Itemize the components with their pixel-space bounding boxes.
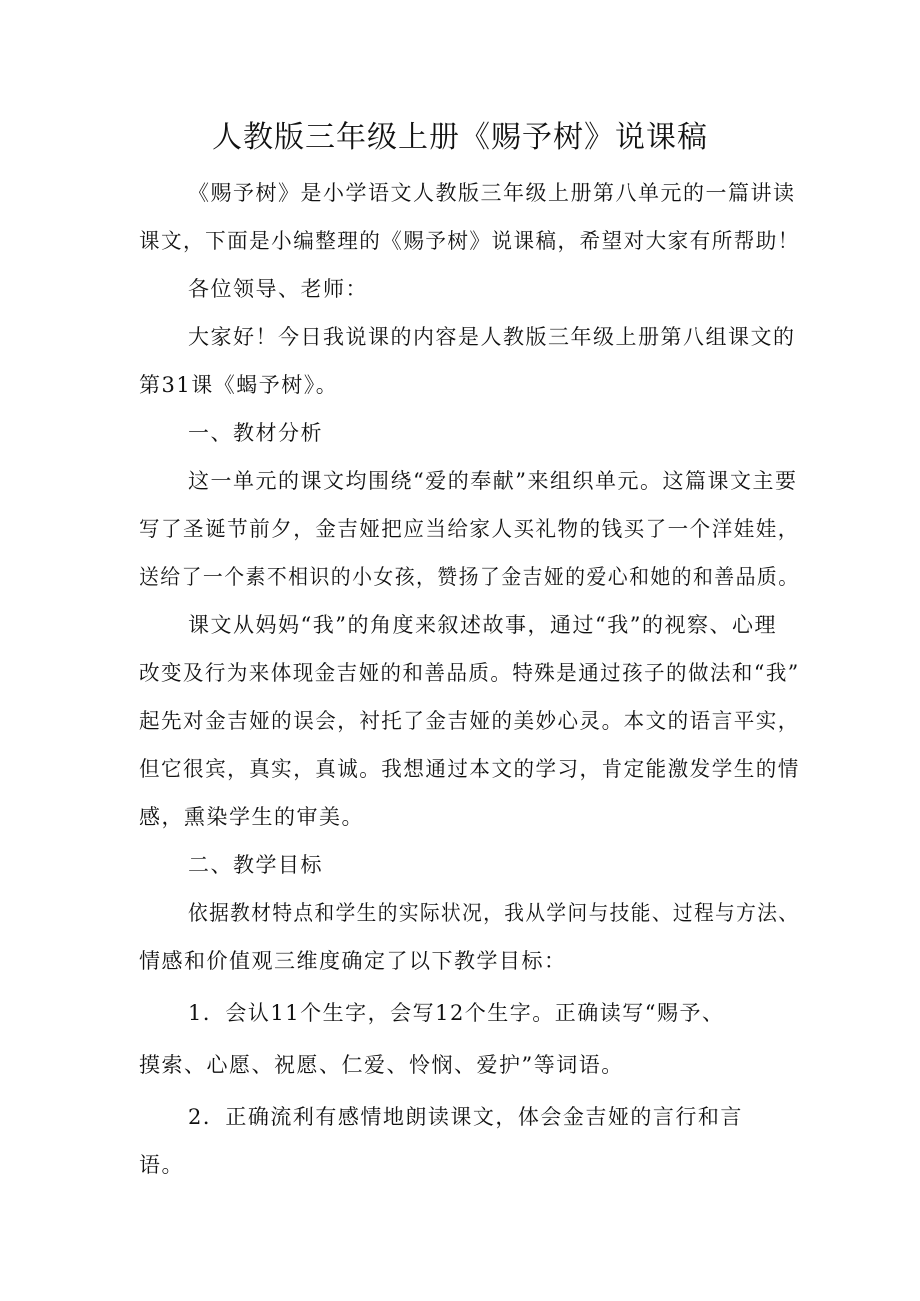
paragraph-line: 情感和价值观三维度确定了以下教学目标： bbox=[139, 949, 567, 973]
list-item-line: 2．正确流利有感情地朗读课文，体会金吉娅的言行和言 bbox=[188, 1105, 743, 1129]
paragraph-line: 但它很宾，真实，真诚。我想通过本文的学习，肯定能激发学生的情 bbox=[139, 757, 800, 781]
paragraph-line: 感，熏染学生的审美。 bbox=[139, 805, 364, 829]
paragraph-line: 各位领导、老师： bbox=[188, 277, 368, 301]
list-item-line: 语。 bbox=[139, 1153, 184, 1177]
list-item-line: 摸索、心愿、祝愿、仁爱、怜悯、爱护”等词语。 bbox=[139, 1053, 624, 1077]
paragraph-line: 依据教材特点和学生的实际状况，我从学问与技能、过程与方法、 bbox=[188, 901, 800, 925]
paragraph-line: 课文，下面是小编整理的《赐予树》说课稿，希望对大家有所帮助！ bbox=[139, 229, 800, 253]
section-heading: 一、教材分析 bbox=[188, 421, 323, 445]
section-heading: 二、教学目标 bbox=[188, 853, 323, 877]
paragraph-line: 《赐予树》是小学语文人教版三年级上册第八单元的一篇讲读 bbox=[188, 181, 796, 205]
paragraph-line: 写了圣诞节前夕，金吉娅把应当给家人买礼物的钱买了一个洋娃娃， bbox=[139, 517, 800, 541]
paragraph-line: 这一单元的课文均围绕“爱的奉献”来组织单元。这篇课文主要 bbox=[188, 469, 798, 493]
document-title: 人教版三年级上册《赐予树》说课稿 bbox=[212, 120, 708, 155]
paragraph-line: 第31课《蝎予树》。 bbox=[139, 373, 339, 397]
paragraph-line: 大家好！今日我说课的内容是人教版三年级上册第八组课文的 bbox=[188, 325, 796, 349]
list-item-line: 1．会认11个生字，会写12个生字。正确读写“赐予、 bbox=[188, 1001, 725, 1025]
paragraph-line: 送给了一个素不相识的小女孩，赞扬了金吉娅的爱心和她的和善品质。 bbox=[139, 565, 800, 589]
paragraph-line: 课文从妈妈“我”的角度来叙述故事，通过“我”的视察、心理 bbox=[188, 613, 777, 637]
paragraph-line: 起先对金吉娅的误会，衬托了金吉娅的美妙心灵。本文的语言平实， bbox=[139, 709, 800, 733]
paragraph-line: 改变及行为来体现金吉娅的和善品质。特殊是通过孩子的做法和“我” bbox=[139, 661, 800, 685]
